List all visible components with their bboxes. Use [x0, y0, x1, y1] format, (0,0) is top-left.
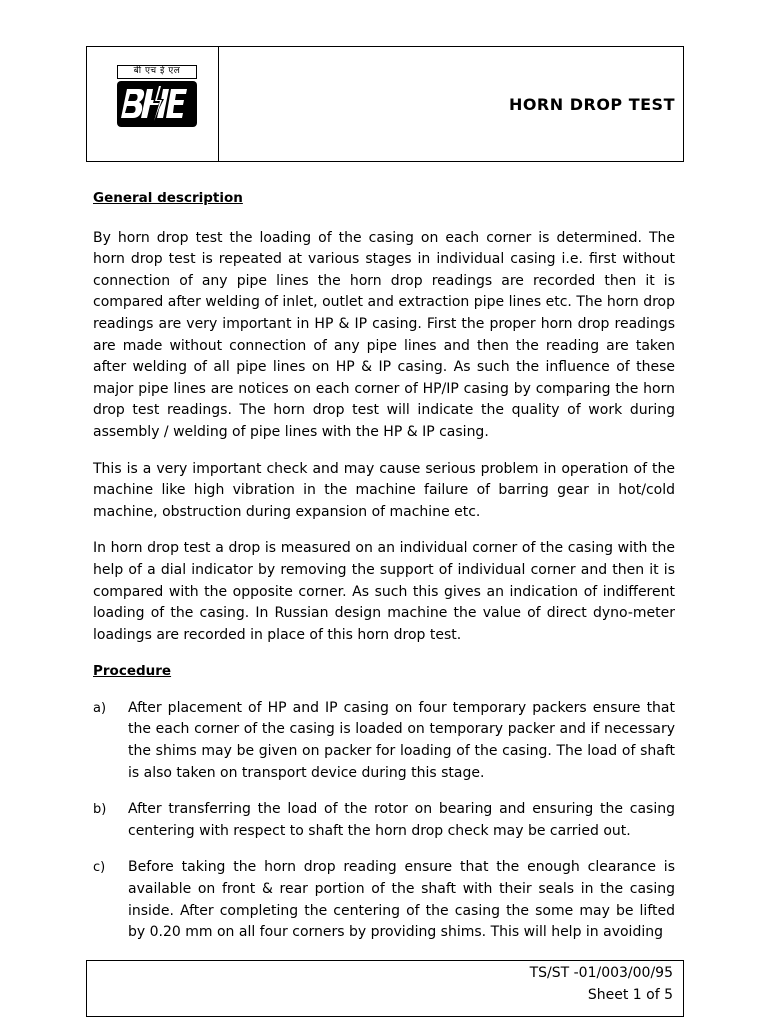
logo-hindi-text: बी एच ई एल	[117, 65, 197, 79]
sheet-number: Sheet 1 of 5	[587, 987, 673, 1003]
document-reference: TS/ST -01/003/00/95	[529, 965, 673, 981]
bhel-emblem-icon	[117, 81, 197, 127]
procedure-item-text: After transferring the load of the rotor on bearing and ensuring the casing centering with respect to shaft the horn drop check may be carried out.	[128, 801, 675, 839]
procedure-item-label: c)	[93, 860, 106, 876]
procedure-item	[93, 799, 675, 842]
document-body	[93, 188, 675, 959]
procedure-item-label: b)	[93, 802, 107, 818]
logo-cell	[87, 47, 219, 161]
page-title: HORN DROP TEST	[508, 95, 675, 114]
procedure-heading: Procedure	[93, 663, 172, 680]
procedure-item	[93, 698, 675, 784]
procedure-item-text: Before taking the horn drop reading ensure that the enough clearance is available on front & rear portion of the shaft with their seals in the casing inside. After completing the centering of the casing the some may be lifted by 0.20 mm on all four corners by providing shims. This will help in avoiding	[128, 859, 675, 941]
paragraph: In horn drop test a drop is measured on an individual corner of the casing with the help of a dial indicator by removing the support of individual corner and then it is compared with the opposite corner. As such this gives an indication of indifferent loading of the casing. In Russian design machine the value of direct dyno-meter loadings are recorded in place of this horn drop test.	[93, 540, 675, 643]
general-description-heading: General description	[93, 190, 243, 206]
procedure-item-text: After placement of HP and IP casing on four temporary packers ensure that the each corner of the casing is loaded on temporary packer and if necessary the shims may be given on packer for loading of the casing. The load of shaft is also taken on transport device during this stage.	[128, 699, 675, 781]
paragraph: This is a very important check and may cause serious problem in operation of the machine like high vibration in the machine failure of barring gear in hot/cold machine, obstruction during expansion of machine etc.	[93, 460, 675, 520]
procedure-item-label: a)	[93, 700, 107, 716]
bhel-logo	[117, 65, 197, 129]
footer-box	[86, 960, 684, 1017]
paragraph: By horn drop test the loading of the casing on each corner is determined. The horn drop test is repeated at various stages in individual casing i.e. first without connection of any pipe lines the horn drop readings are recorded then it is compared after welding of inlet, outlet and extraction pipe lines etc. The horn drop readings are very important in HP & IP casing. First the proper horn drop readings are made without connection of any pipe lines and then the reading are taken after welding of all pipe lines on HP & IP casing. As such the influence of these major pipe lines are notices on each corner of HP/IP casing by comparing the horn drop test readings. The horn drop test will indicate the quality of work during assembly / welding of pipe lines with the HP & IP casing.	[93, 229, 675, 440]
header-box	[86, 46, 684, 162]
logo-emblem	[117, 81, 197, 127]
procedure-item	[93, 857, 675, 943]
